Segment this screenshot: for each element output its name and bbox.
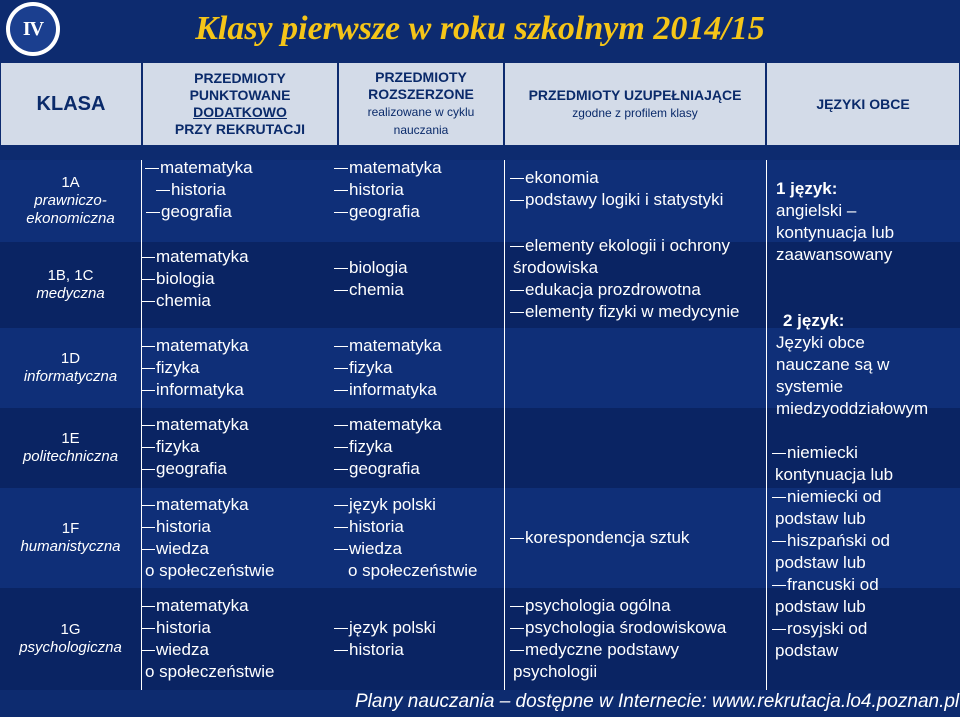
header-obce: JĘZYKI OBCE xyxy=(766,62,960,146)
rozszerzone-1e: matematyka fizyka geografia xyxy=(334,414,442,480)
column-divider xyxy=(766,160,767,690)
class-1d: 1D informatyczna xyxy=(0,328,142,408)
uzupelniajace-ekonomiczna: ekonomia podstawy logiki i statystyki xyxy=(510,167,723,211)
class-1f: 1F humanistyczna xyxy=(0,488,142,588)
class-1b-1c: 1B, 1C medyczna xyxy=(0,242,142,328)
header-rozszerzone: PRZEDMIOTY ROZSZERZONE realizowane w cyklu nauczania xyxy=(338,62,504,146)
rozszerzone-1f: język polski historia wiedza o społeczeństwie xyxy=(334,494,477,582)
dodatkowe-1a: matematyka historia geografia xyxy=(145,157,253,223)
rozszerzone-1b-1c: biologia chemia xyxy=(334,257,408,301)
jezyk-2: 2 język: Języki obce nauczane są w systemie miedzyoddziałowym xyxy=(776,311,929,418)
class-1a: 1A prawniczo- ekonomiczna xyxy=(0,160,142,242)
class-1e: 1E politechniczna xyxy=(0,408,142,488)
page-title: Klasy pierwsze w roku szkolnym 2014/15 xyxy=(195,10,765,47)
rozszerzone-1a: matematyka historia geografia xyxy=(334,157,442,223)
uzupelniajace-medyczna: elementy ekologii i ochrony środowiska edukacja prozdrowotna elementy fizyki w medycynie xyxy=(510,235,739,323)
footer-note: Plany nauczania – dostępne w Internecie: www.rekrutacja.lo4.poznan.pl xyxy=(355,691,960,712)
header-dodatkowe: PRZEDMIOTY PUNKTOWANE DODATKOWO PRZY REKRUTACJI xyxy=(142,62,338,146)
dodatkowe-1b-1c: matematyka biologia chemia xyxy=(141,246,249,312)
uzupelniajace-humanistyczna: korespondencja sztuk xyxy=(510,527,689,549)
jezyk-1: 1 język: angielski – kontynuacja lub zaawansowany xyxy=(776,179,895,264)
dodatkowe-1e: matematyka fizyka geografia xyxy=(141,414,249,480)
column-divider xyxy=(504,160,505,690)
dodatkowe-1f: matematyka historia wiedza o społeczeństwie xyxy=(141,494,274,582)
header-uzupelniajace: PRZEDMIOTY UZUPEŁNIAJĄCE zgodne z profilem klasy xyxy=(504,62,766,146)
dodatkowe-1d: matematyka fizyka informatyka xyxy=(141,335,249,401)
jezyk-options: niemiecki kontynuacja lub niemiecki od podstaw lub hiszpański od podstaw lub francuski od podstaw lub rosyjski od podstaw xyxy=(772,442,956,662)
dodatkowe-1g: matematyka historia wiedza o społeczeństwie xyxy=(141,595,274,683)
uzupelniajace-psychologiczna: psychologia ogólna psychologia środowiskowa medyczne podstawy psychologii xyxy=(510,595,726,683)
header-klasa: KLASA xyxy=(0,62,142,146)
logo-text: IV xyxy=(10,6,56,52)
rozszerzone-1g: język polski historia xyxy=(334,617,436,661)
rozszerzone-1d: matematyka fizyka informatyka xyxy=(334,335,442,401)
class-1g: 1G psychologiczna xyxy=(0,588,142,690)
